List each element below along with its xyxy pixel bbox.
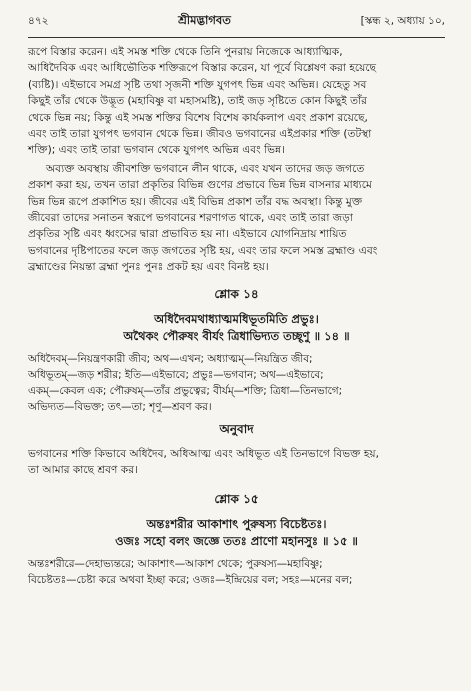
- synonym-line: অভিদ্যত—বিভক্ত; তৎ—তা; শৃণু—শ্রবণ কর।: [28, 400, 212, 413]
- verse-line: ওজঃ সহো বলং জজ্ঞে ততঃ প্রাণো মহানসুঃ ॥ ১৫ ॥: [115, 533, 358, 548]
- verse-line: অথৈকং পৌরুষং বীর্যং ত্রিধাভিদ্যত তচ্ছৃণু ॥ ১৪ ॥: [123, 328, 350, 343]
- book-title: শ্রীমদ্ভাগবত: [178, 13, 231, 27]
- synonym-line: অধিভূতম্—জড় শরীর; ইতি—এইভাবে; প্রভুঃ—ভগবান; অথ—এইভাবে;: [28, 368, 324, 381]
- synonym-line: অধিদৈবম্—নিয়ন্ত্রণকারী জীব; অথ—এখন; অধ্যাত্মম্—নিয়ন্ত্রিত জীব;: [28, 352, 313, 365]
- translation-line: তা আমার কাছে শ্রবণ কর।: [28, 464, 138, 477]
- verse-15-title: শ্লোক ১৫: [214, 491, 259, 506]
- verse-14-synonyms: [28, 351, 445, 415]
- verse-line: অধিদৈবমথাধ্যাত্মমধিভূতমিতি প্রভুঃ।: [154, 311, 319, 326]
- verse-line: অন্তঃশরীর আকাশাৎ পুরুষস্য বিচেষ্টতঃ।: [146, 516, 327, 531]
- purport-line: আধিদৈবিক এবং আধিভৌতিক শক্তিরূপে বিস্তার করেন, যা পূর্বে বিশ্লেষণ করা হয়েছে: [28, 62, 377, 75]
- purport-line: শক্তি); এবং তাই তারা ভগবান থেকে যুগপৎ অভিন্ন এবং ভিন্ন।: [28, 144, 285, 157]
- translation-title: অনুবাদ: [219, 421, 254, 436]
- purport-line: ভগবানের দৃষ্টিপাতের ফলে জড় জগতের সৃষ্টি হয়, এবং তার ফলে সমস্ত ব্রহ্মাণ্ড এবং: [28, 244, 378, 257]
- purport-line: কিছুই তাঁর থেকে উদ্ভূত (মহাবিষ্ণু বা মহাসমষ্টি), তাই জড় সৃষ্টিতে কোন কিছুই তাঁর: [28, 95, 367, 108]
- purport-paragraph-2: [28, 161, 445, 276]
- purport-paragraph-1: [28, 44, 445, 159]
- page-header: [28, 12, 445, 31]
- purport-line: প্রকৃতির সৃষ্টি এবং ধ্বংসের দ্বারা প্রভাবিত হয় না। এইভাবে যোগনিদ্রায় শায়িত: [28, 228, 347, 241]
- purport-line: অব্যক্ত অবস্থায় জীবশক্তি ভগবানে লীন থাকে, এবং যখন তাদের জড় জগতে: [46, 162, 365, 175]
- verse-15-synonyms: [28, 556, 445, 588]
- purport-line: থেকে ভিন্ন নয়; কিন্তু এই সমস্ত শক্তির বিশেষ বিশেষ কার্যকলাপ এবং প্রকাশ রয়েছে,: [28, 111, 368, 124]
- synonym-line: বিচেষ্টতঃ—চেষ্টা করে অথবা ইচ্ছা করে; ওজঃ—ইন্দ্রিয়ের বল; সহঃ—মনের বল;: [28, 573, 353, 586]
- synonym-line: অন্তঃশরীরে—দেহাভ্যন্তরে; আকাশাৎ—আকাশ থেকে; পুরুষস্য—মহাবিষ্ণু;: [28, 557, 323, 570]
- purport-line: রূপে বিস্তার করেন। এই সমস্ত শক্তি থেকে তিনি পুনরায় নিজেকে আধ্যাত্মিক,: [28, 46, 343, 58]
- verse-14-title: শ্লোক ১৪: [214, 286, 259, 301]
- purport-line: জীবেরা তাদের সনাতন স্বরূপে ভগবানের শরণাগত থাকে, এবং তাই তারা জড়া: [28, 212, 353, 225]
- purport-line: এবং তাই তারা যুগপৎ ভগবান থেকে ভিন্ন। জীবও ভগবানের এইপ্রকার শক্তি (তটস্থা: [28, 128, 372, 141]
- page-number: ৪৭২: [28, 15, 49, 27]
- header-divider: [28, 37, 445, 38]
- purport-line: ব্রহ্মাণ্ডের নিয়ন্তা ব্রহ্মা পুনঃ পুনঃ প্রকট হয় এবং বিনষ্ট হয়।: [28, 261, 269, 274]
- chapter-reference: [স্কন্ধ ২, অধ্যায় ১০,: [360, 15, 445, 27]
- synonym-line: একম্—কেবল এক; পৌরুষম্—তাঁর প্রভুত্বের; বীর্যম্—শক্তি; ত্রিধা—তিনভাগে;: [28, 384, 343, 397]
- verse-15-text: [28, 516, 445, 550]
- purport-line: (ব্যষ্টি)। এইভাবে সমগ্র সৃষ্টি তথা সৃজনী শক্তি যুগপৎ ভিন্ন এবং অভিন্ন। যেহেতু সব: [28, 78, 367, 91]
- purport-line: ভিন্ন ভিন্ন রূপে প্রকাশিত হয়। জীবের এই বিভিন্ন প্রকাশ তাঁর বদ্ধ অবস্থা। কিন্তু মুক্ত: [28, 195, 363, 208]
- purport-line: প্রকাশ করা হয়, তখন তারা প্রকৃতির বিভিন্ন গুণের প্রভাবে ভিন্ন ভিন্ন বাসনার মাধ্যমে: [28, 179, 372, 192]
- verse-14-translation: [28, 446, 445, 479]
- verse-14-text: [28, 311, 445, 345]
- translation-line: ভগবানের শক্তি কিভাবে অধিদৈব, অধিআত্ম এবং অধিভূত এই তিনভাগে বিভক্ত হয়,: [28, 447, 379, 460]
